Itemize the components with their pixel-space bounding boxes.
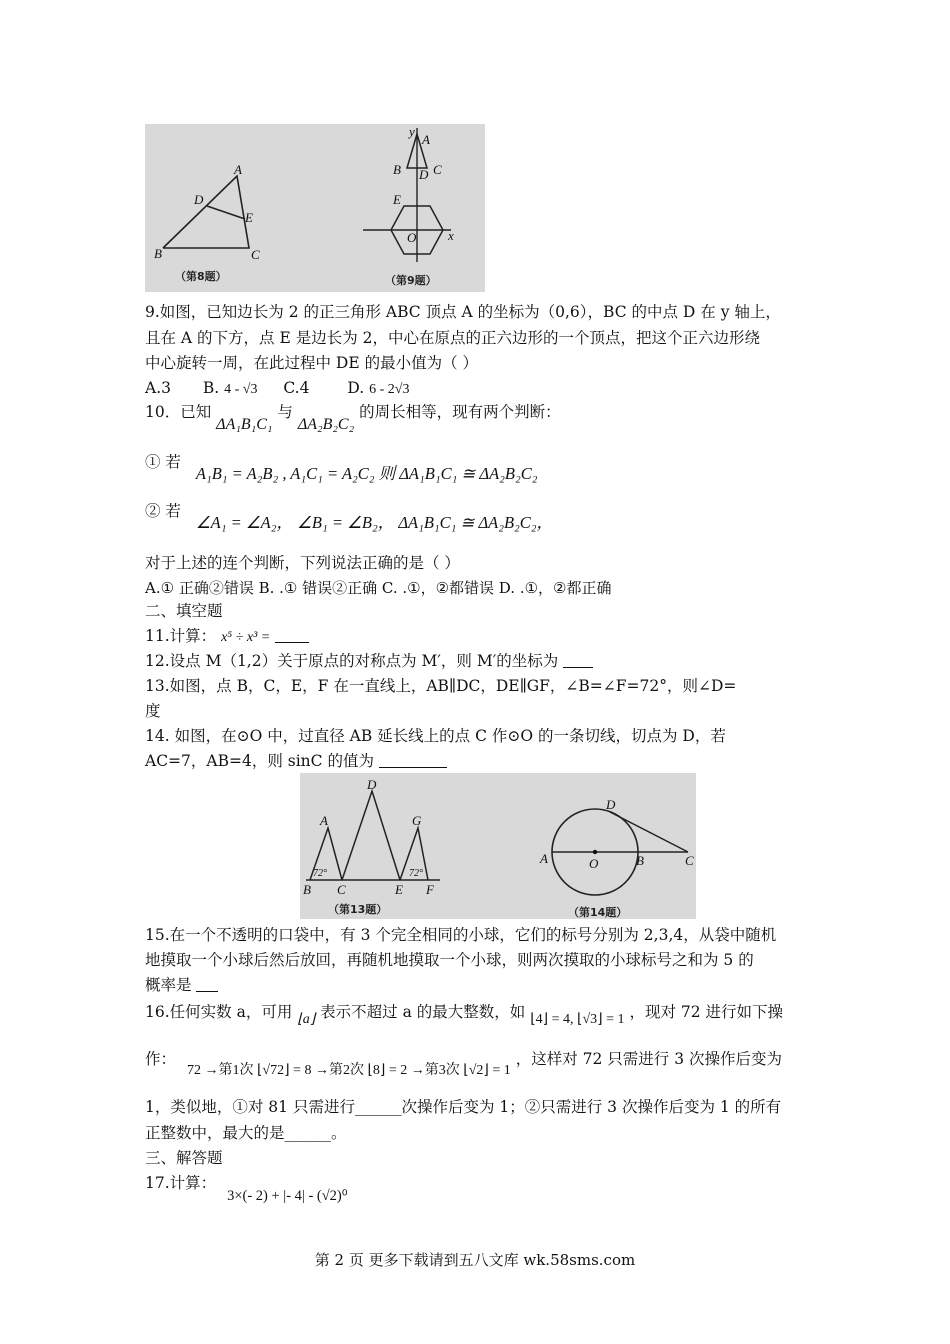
q14-line1: 14. 如图，在⊙O 中，过直径 AB 延长线上的点 C 作⊙O 的一条切线，切点为 D，若 <box>145 727 726 745</box>
q9-options <box>145 378 409 400</box>
fig14-label-d: D <box>606 797 616 812</box>
q15-line3 <box>145 975 218 995</box>
fig8-label-d: D <box>194 192 204 207</box>
q17 <box>145 1173 348 1204</box>
fig9-label-e: E <box>393 192 401 207</box>
q10-intro-pre: 10．已知 <box>145 403 212 421</box>
q11 <box>145 626 309 648</box>
fig9-label-b: B <box>393 162 401 177</box>
q10-intro-post: 的周长相等，现有两个判断： <box>359 403 561 421</box>
q9-line2: 且在 A 的下方，点 E 是边长为 2，中心在原点的正六边形的一个顶点，把这个正六边形绕 <box>145 329 761 347</box>
q10-question: 对于上述的连个判断，下列说法正确的是（ ） <box>145 554 460 572</box>
q10-triangle2: ΔA₂B₂C₂ <box>297 416 355 433</box>
q10-j1-expr: A₁B₁ = A₂B₂ , A₁C₁ = A₂C₂ 则 ΔA₁B₁C₁ ≅ ΔA₂B₂C₂ <box>195 464 538 483</box>
fig14-label-b: B <box>636 853 644 868</box>
q16-line3: 1，类似地，①对 81 只需进行______次操作后变为 1；②只需进行 3 次操作后变为 1 的所有 <box>145 1098 782 1116</box>
section2-heading: 二、填空题 <box>145 602 223 620</box>
fig13-label-g: G <box>412 813 422 828</box>
q10-triangle1: ΔA₁B₁C₁ <box>216 416 273 433</box>
q9-option-d-label: D. <box>347 379 365 397</box>
q14-answer-blank[interactable] <box>379 751 447 768</box>
q10-judgement2 <box>145 501 554 532</box>
figure-q8-q9-drawing <box>145 124 485 292</box>
fig13-caption: （第13题） <box>328 903 388 916</box>
fig13-label-e: E <box>395 882 403 897</box>
q17-expr: 3×(- 2) + |- 4| - (√2)⁰ <box>227 1188 348 1204</box>
q10-j1-label: ① 若 <box>145 453 181 471</box>
fig14-label-o: O <box>589 856 599 871</box>
fig13-label-b: B <box>303 882 311 897</box>
fig8-caption: （第8题） <box>175 270 227 283</box>
fig9-label-y: y <box>409 124 415 139</box>
q13-line1: 13.如图，点 B，C，E，F 在一直线上，AB∥DC，DE∥GF，∠B=∠F=72°，则∠D= <box>145 677 737 695</box>
fig13-angle-b: 72° <box>313 868 327 879</box>
q12-text: 12.设点 M（1,2）关于原点的对称点为 M′，则 M′的坐标为 <box>145 652 559 670</box>
q9-option-b-label: B. <box>202 379 220 397</box>
figure-q13-q14-drawing <box>300 773 696 919</box>
q16-floor-notation: ⌊a⌋ <box>297 1012 316 1027</box>
q16-line4: 正整数中，最大的是______。 <box>145 1124 347 1142</box>
q16-operation-chain: 72 →第1次 ⌊√72⌋ = 8 →第2次 ⌊8⌋ = 2 →第3次 ⌊√2⌋ = 1 <box>186 1063 511 1078</box>
fig13-angle-f: 72° <box>409 868 423 879</box>
fig14-caption: （第14题） <box>568 906 628 919</box>
q10-intro <box>145 402 561 433</box>
fig9-label-d: D <box>419 167 429 182</box>
fig8-label-b: B <box>154 246 162 261</box>
q16-example-expr: ⌊4⌋ = 4, ⌊√3⌋ = 1 <box>530 1012 625 1027</box>
fig13-label-c: C <box>337 882 346 897</box>
q10-judgement1 <box>145 452 538 483</box>
q13-line2: 度 <box>145 702 161 720</box>
q11-expr: x⁵ ÷ x³ = <box>221 630 271 645</box>
fig9-label-x: x <box>448 228 454 243</box>
section3-heading: 三、解答题 <box>145 1149 223 1167</box>
q11-answer-blank[interactable] <box>275 626 309 643</box>
fig13-label-d: D <box>367 777 377 792</box>
q9-option-d-expr: 6 - 2√3 <box>369 382 410 397</box>
fig13-label-a: A <box>320 813 328 828</box>
q10-intro-mid: 与 <box>277 403 293 421</box>
q16-line2-a: 作： <box>145 1050 177 1068</box>
q9-option-c: C.4 <box>283 379 310 397</box>
q16-line2-b: ，这样对 72 只需进行 3 次操作后变为 <box>515 1050 783 1068</box>
q16-line1-a: 16.任何实数 a，可用 <box>145 1003 293 1021</box>
page-footer: 第 2 页 更多下载请到五八文库 wk.58sms.com <box>314 1251 636 1269</box>
figure-q8-q9 <box>145 124 485 292</box>
q9-option-b-expr: 4 - √3 <box>224 382 258 397</box>
q15-answer-blank[interactable] <box>196 975 218 992</box>
q12-answer-blank[interactable] <box>563 651 593 668</box>
q10-j2-label: ② 若 <box>145 502 181 520</box>
q10-options: A.① 正确②错误 B. .① 错误②正确 C. .①，②都错误 D. .①，②都正确 <box>145 579 612 597</box>
q16-line1 <box>145 1002 784 1027</box>
fig9-label-o: O <box>407 230 417 245</box>
fig8-label-c: C <box>251 247 260 262</box>
q9-line3: 中心旋转一周，在此过程中 DE 的最小值为（ ） <box>145 354 479 372</box>
q16-line1-c: ，现对 72 进行如下操 <box>629 1003 784 1021</box>
fig9-label-c: C <box>433 162 442 177</box>
fig9-caption: （第9题） <box>385 274 437 287</box>
q15-line1: 15.在一个不透明的口袋中，有 3 个完全相同的小球，它们的标号分别为 2,3,4，从袋中随机 <box>145 926 777 944</box>
q9-option-a: A.3 <box>145 379 171 397</box>
fig14-label-a: A <box>540 851 548 866</box>
fig8-label-e: E <box>245 210 253 225</box>
fig14-label-c: C <box>685 853 694 868</box>
q9-line1: 9.如图，已知边长为 2 的正三角形 ABC 顶点 A 的坐标为（0,6），BC 的中点 D 在 y 轴上， <box>145 303 781 321</box>
figure-q13-q14 <box>300 773 696 919</box>
q17-text: 17.计算： <box>145 1174 217 1192</box>
fig9-label-a: A <box>422 132 430 147</box>
q16-line1-b: 表示不超过 a 的最大整数，如 <box>320 1003 526 1021</box>
q15-line2: 地摸取一个小球后然后放回，再随机地摸取一个小球，则两次摸取的小球标号之和为 5 的 <box>145 951 754 969</box>
q12 <box>145 651 593 671</box>
q11-text: 11.计算： <box>145 627 217 645</box>
q15-line3-text: 概率是 <box>145 976 192 994</box>
q14-line2-text: AC=7，AB=4，则 sinC 的值为 <box>145 752 374 770</box>
q14-line2 <box>145 751 447 771</box>
fig13-label-f: F <box>426 882 434 897</box>
fig8-label-a: A <box>234 162 242 177</box>
q10-j2-expr: ∠A₁ = ∠A₂， ∠B₁ = ∠B₂， ΔA₁B₁C₁ ≅ ΔA₂B₂C₂， <box>195 513 554 532</box>
q16-line2 <box>145 1049 783 1078</box>
